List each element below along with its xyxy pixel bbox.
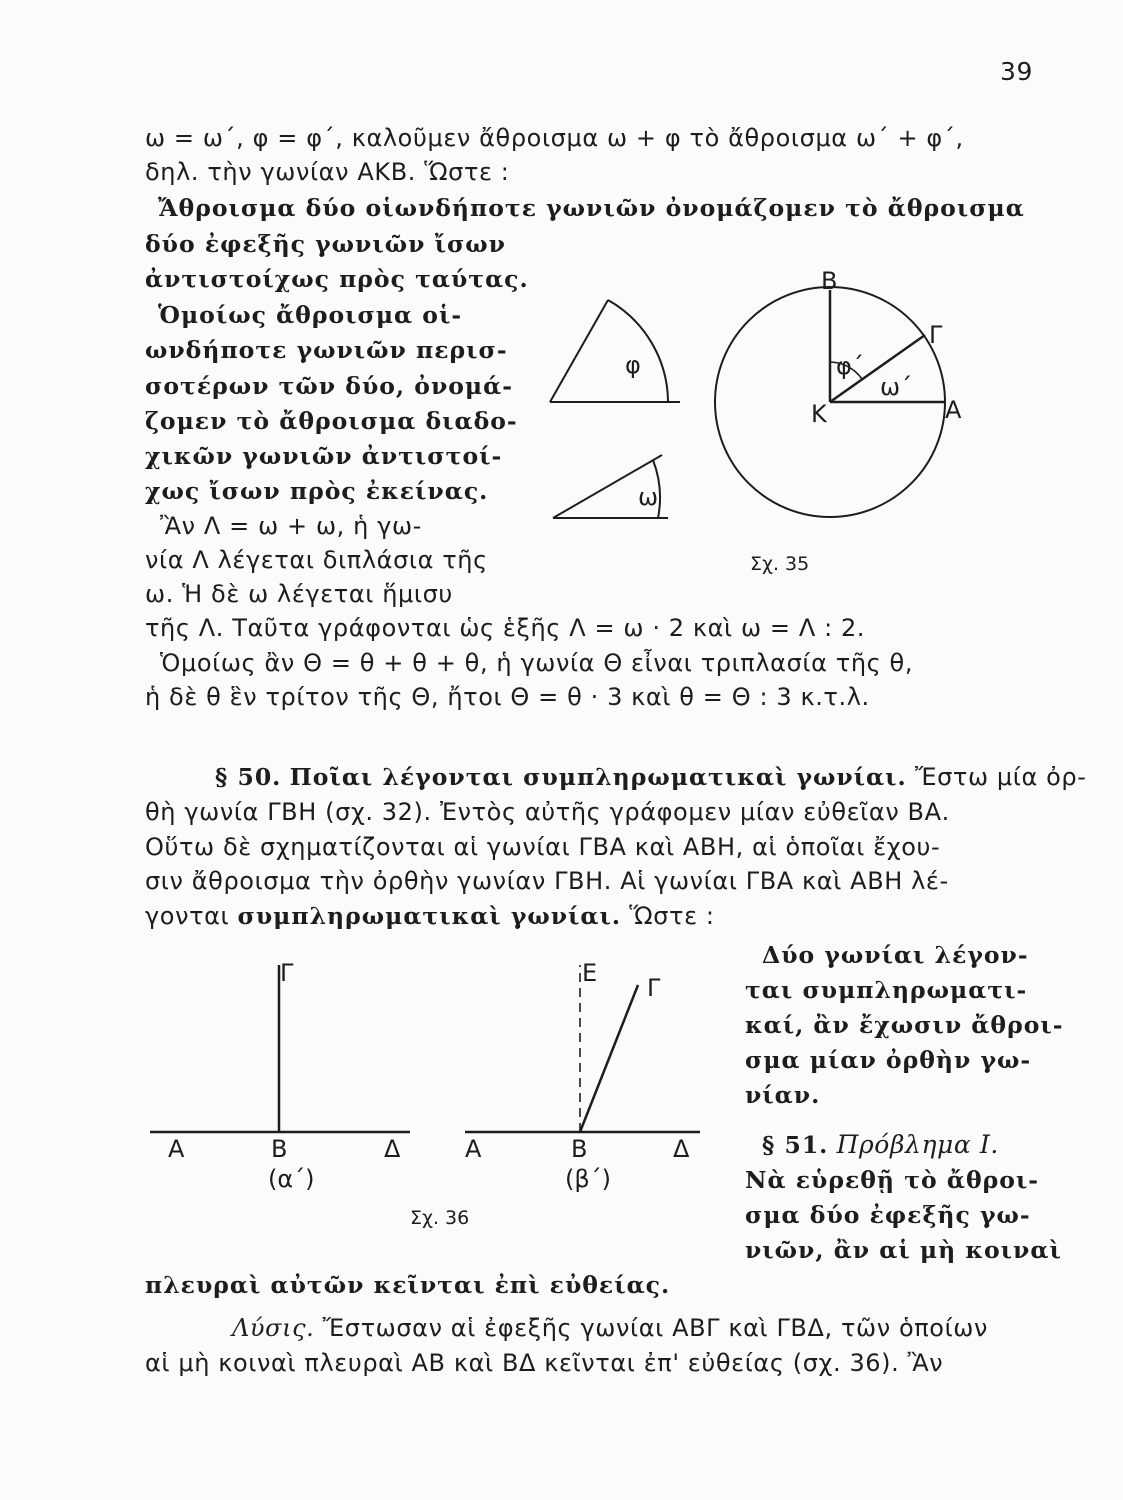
definition-line: ται συμπληρωματι- <box>745 976 1028 1004</box>
text-line: Ἔστω μία ὀρ- <box>914 763 1087 791</box>
label-d: Δ <box>673 1135 690 1163</box>
definition-line: ἀντιστοίχως πρὸς ταύτας. <box>145 265 529 293</box>
section-number: § 50. <box>215 763 282 791</box>
text-line: θὴ γωνία ΓΒΗ (σχ. 32). Ἐντὸς αὐτῆς γράφομεν μίαν εὐθεῖαν ΒΑ. <box>145 798 950 826</box>
text-span: Ὥστε : <box>629 902 715 930</box>
label-g: Γ <box>647 974 661 1002</box>
text-line: νία Λ λέγεται διπλάσια τῆς <box>145 546 488 574</box>
label-b: Β <box>571 1135 588 1163</box>
label-g: Γ <box>929 321 943 349</box>
label-g: Γ <box>280 959 294 987</box>
label-phi: φ <box>625 351 641 379</box>
label-b: Β <box>271 1135 288 1163</box>
text-span: γονται <box>145 902 230 930</box>
definition-line: Ἄθροισμα δύο οἱωνδήποτε γωνιῶν ὀνομάζομεν τὸ ἄθροισμα <box>158 194 1025 222</box>
figure-sublabel: (α΄) <box>268 1165 315 1193</box>
label-omega: ω <box>638 483 659 511</box>
text-line: Ἂν Λ = ω + ω, ἡ γω- <box>160 512 422 540</box>
label-a: Α <box>945 396 962 424</box>
definition-line: νίαν. <box>745 1081 821 1109</box>
label-b: Β <box>821 267 838 295</box>
page-number: 39 <box>1000 57 1034 86</box>
definition-line: ωνδήποτε γωνιῶν περισ- <box>145 336 508 364</box>
text-line: τῆς Λ. Ταῦτα γράφονται ὡς ἑξῆς Λ = ω · 2 καὶ ω = Λ : 2. <box>145 614 866 642</box>
problem-line: σμα δύο ἐφεξῆς γω- <box>745 1201 1031 1229</box>
section-title: Πρόβλημα Ι. <box>836 1130 999 1159</box>
definition-line: Δύο γωνίαι λέγον- <box>762 941 1029 969</box>
label-a: Α <box>168 1135 185 1163</box>
definition-line: χικῶν γωνιῶν ἀντιστοί- <box>145 442 503 470</box>
text-line: ω. Ἡ δὲ ω λέγεται ἥμισυ <box>145 580 453 608</box>
label-omega-prime: ω΄ <box>880 373 913 401</box>
text-line: ω = ω΄, φ = φ΄, καλοῦμεν ἄθροισμα ω + φ τὸ ἄθροισμα ω΄ + φ΄, <box>145 124 964 152</box>
label-phi-prime: φ΄ <box>836 352 864 380</box>
definition-line: σοτέρων τῶν δύο, ὀνομά- <box>145 372 513 400</box>
problem-line: Νὰ εὑρεθῇ τὸ ἄθροι- <box>745 1166 1040 1194</box>
label-e: Ε <box>582 959 598 987</box>
figure-caption: Σχ. 36 <box>410 1207 470 1229</box>
definition-line: ζομεν τὸ ἄθροισμα διαδο- <box>145 407 518 435</box>
solution-line <box>232 1313 988 1343</box>
text-line: σιν ἄθροισμα τὴν ὀρθὴν γωνίαν ΓΒΗ. Αἱ γωνίαι ΓΒΑ καὶ ΑΒΗ λέ- <box>145 867 949 895</box>
text-line-mixed <box>145 901 715 931</box>
label-a: Α <box>465 1135 482 1163</box>
definition-line: σμα μίαν ὀρθὴν γω- <box>745 1046 1032 1074</box>
text-line: Οὕτω δὲ σχηματίζονται αἱ γωνίαι ΓΒΑ καὶ ΑΒΗ, αἱ ὁποῖαι ἔχου- <box>145 833 941 861</box>
definition-line: χως ἴσων πρὸς ἐκείνας. <box>145 477 489 505</box>
solution-label: Λύσις. <box>232 1314 315 1342</box>
definition-line: δύο ἐφεξῆς γωνιῶν ἴσων <box>145 230 506 258</box>
problem-line: πλευραὶ αὐτῶν κεῖνται ἐπὶ εὐθείας. <box>145 1271 671 1299</box>
problem-line: νιῶν, ἂν αἱ μὴ κοιναὶ <box>745 1236 1062 1264</box>
section-51-heading <box>762 1130 999 1160</box>
figure-caption: Σχ. 35 <box>750 553 810 575</box>
label-k: Κ <box>811 400 827 428</box>
figure-sublabel: (β΄) <box>565 1165 612 1193</box>
angle-phi-side <box>550 300 608 402</box>
text-line: αἱ μὴ κοιναὶ πλευραὶ ΑΒ καὶ ΒΔ κεῖνται ἐπ' εὐθείας (σχ. 36). Ἂν <box>145 1349 944 1377</box>
label-d: Δ <box>384 1135 401 1163</box>
text-line: ἡ δὲ θ ἓν τρίτον τῆς Θ, ἤτοι Θ = θ · 3 καὶ θ = Θ : 3 κ.τ.λ. <box>145 683 870 711</box>
term-bold: συμπληρωματικαὶ γωνίαι. <box>237 902 622 930</box>
text-span: Ἔστωσαν αἱ ἐφεξῆς γωνίαι ΑΒΓ καὶ ΓΒΔ, τῶν ὁποίων <box>322 1314 988 1342</box>
section-number: § 51. <box>762 1131 829 1159</box>
section-50-heading <box>215 762 1087 792</box>
definition-line: Ὁμοίως ἄθροισμα οἱ- <box>158 301 463 329</box>
section-title: Ποῖαι λέγονται συμπληρωματικαὶ γωνίαι. <box>289 763 907 791</box>
definition-line: καί, ἂν ἔχωσιν ἄθροι- <box>745 1011 1064 1039</box>
text-line: Ὁμοίως ἂν Θ = θ + θ + θ, ἡ γωνία Θ εἶναι τριπλασία τῆς θ, <box>160 649 914 677</box>
line-bg-b <box>580 985 638 1132</box>
text-line: δηλ. τὴν γωνίαν ΑΚΒ. Ὥστε : <box>145 158 510 186</box>
